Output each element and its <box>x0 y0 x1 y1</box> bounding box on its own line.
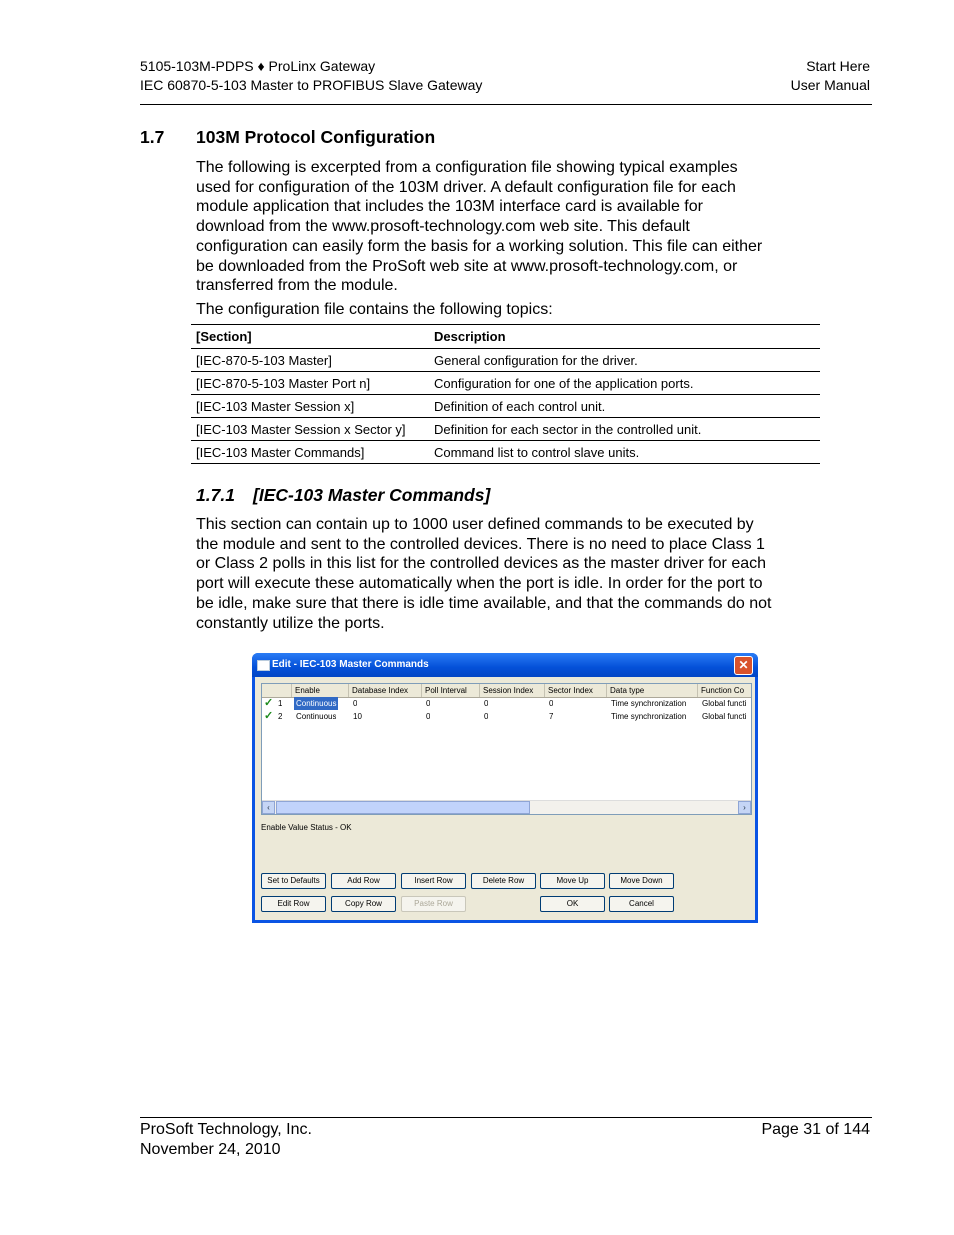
grid-column-header[interactable]: Database Index <box>348 684 421 697</box>
column-header: Description <box>429 325 820 349</box>
grid-column-header[interactable]: Data type <box>606 684 697 697</box>
dialog-body <box>255 677 755 920</box>
table-cell: Configuration for one of the application ports. <box>429 372 820 395</box>
row-number: 1 <box>278 699 283 708</box>
footer-left <box>140 1120 312 1159</box>
set-to-defaults-button[interactable]: Set to Defaults <box>261 873 326 889</box>
subsection-heading <box>196 485 490 506</box>
grid-cell[interactable]: Time synchronization <box>611 712 687 721</box>
topics-intro: The configuration file contains the following topics: <box>196 301 553 318</box>
table-row[interactable] <box>262 697 751 710</box>
commands-line: be idle, make sure that there is idle time available, and that the commands do not <box>196 594 772 612</box>
topics-table <box>191 324 820 464</box>
intro-line: module application that includes the 103M interface card is available for <box>196 198 703 216</box>
commands-line: the module and sent to the controlled devices. There is no need to place Class 1 <box>196 535 765 553</box>
grid-cell[interactable]: Global functi <box>702 712 747 721</box>
column-header: [Section] <box>191 325 429 349</box>
intro-line: configuration can easily form the basis for a working solution. This file can either <box>196 237 763 255</box>
scroll-right-icon[interactable]: › <box>738 801 751 814</box>
delete-row-button[interactable]: Delete Row <box>471 873 536 889</box>
ok-button[interactable]: OK <box>540 896 605 912</box>
commands-line: port will execute these automatically when the port is idle. In order for the port to <box>196 575 763 593</box>
insert-row-button[interactable]: Insert Row <box>401 873 466 889</box>
grid-cell[interactable]: Time synchronization <box>611 699 687 708</box>
edit-row-button[interactable]: Edit Row <box>261 896 326 912</box>
subsection-title: [IEC-103 Master Commands] <box>253 485 491 505</box>
header-subtitle: IEC 60870-5-103 Master to PROFIBUS Slave Gateway <box>140 77 483 93</box>
check-icon: ✓ <box>264 710 274 722</box>
intro-line: used for configuration of the 103M driver. A default configuration file for each <box>196 178 736 196</box>
section-heading <box>140 127 435 148</box>
intro-line: download from the www.prosoft-technology.com web site. This default <box>196 218 690 236</box>
grid-header <box>262 684 751 698</box>
header-product: 5105-103M-PDPS ♦ ProLinx Gateway <box>140 58 376 74</box>
table-cell: Definition for each sector in the controlled unit. <box>429 418 820 441</box>
table-row[interactable] <box>262 710 751 723</box>
footer-date: November 24, 2010 <box>140 1140 281 1158</box>
intro-line: transferred from the module. <box>196 277 398 295</box>
edit-commands-dialog <box>252 653 758 923</box>
grid-cell[interactable]: 0 <box>353 699 358 708</box>
commands-grid[interactable] <box>261 683 752 815</box>
footer-company: ProSoft Technology, Inc. <box>140 1121 312 1138</box>
section-title: 103M Protocol Configuration <box>196 127 436 147</box>
paste-row-button[interactable]: Paste Row <box>401 896 466 912</box>
move-down-button[interactable]: Move Down <box>609 873 674 889</box>
table-cell: [IEC-103 Master Session x Sector y] <box>191 418 429 441</box>
grid-cell[interactable]: 0 <box>426 712 431 721</box>
table-row <box>191 349 820 372</box>
grid-cell[interactable]: 0 <box>484 712 489 721</box>
copy-row-button[interactable]: Copy Row <box>331 896 396 912</box>
table-cell: [IEC-103 Master Session x] <box>191 395 429 418</box>
header-manual: User Manual <box>790 77 870 93</box>
grid-cell[interactable]: 0 <box>484 699 489 708</box>
table-header-row <box>191 325 820 349</box>
close-icon[interactable]: ✕ <box>734 656 753 675</box>
intro-line: The following is excerpted from a configuration file showing typical examples <box>196 159 738 176</box>
commands-line: or Class 2 polls in this list for the controlled devices as the master driver for each <box>196 555 767 573</box>
footer-divider <box>140 1117 872 1118</box>
table-cell: Command list to control slave units. <box>429 441 820 464</box>
scroll-left-icon[interactable]: ‹ <box>262 801 275 814</box>
grid-cell[interactable]: Global functi <box>702 699 747 708</box>
table-cell: [IEC-870-5-103 Master] <box>191 349 429 372</box>
check-icon: ✓ <box>264 697 274 709</box>
grid-cell[interactable]: Continuous <box>296 712 337 721</box>
grid-cell[interactable]: 7 <box>549 712 554 721</box>
horizontal-scrollbar[interactable] <box>262 800 751 814</box>
dialog-title-bar[interactable] <box>252 653 758 677</box>
table-cell: General configuration for the driver. <box>429 349 820 372</box>
footer-page-number: Page 31 of 144 <box>761 1121 870 1138</box>
scroll-thumb[interactable] <box>276 801 530 814</box>
grid-column-header[interactable]: Sector Index <box>544 684 606 697</box>
intro-line: be downloaded from the ProSoft web site at www.prosoft-technology.com, or <box>196 257 738 275</box>
commands-line: constantly utilize the ports. <box>196 614 385 632</box>
table-row <box>191 418 820 441</box>
section-number: 1.7 <box>140 127 165 147</box>
status-text: Enable Value Status - OK <box>261 823 352 832</box>
table-cell: Definition of each control unit. <box>429 395 820 418</box>
grid-column-header[interactable]: Session Index <box>479 684 544 697</box>
add-row-button[interactable]: Add Row <box>331 873 396 889</box>
commands-line: This section can contain up to 1000 user defined commands to be executed by <box>196 516 754 533</box>
row-number: 2 <box>278 712 283 721</box>
table-cell: [IEC-103 Master Commands] <box>191 441 429 464</box>
move-up-button[interactable]: Move Up <box>540 873 605 889</box>
grid-cell[interactable]: 0 <box>426 699 431 708</box>
header-divider <box>140 104 872 105</box>
subsection-number: 1.7.1 <box>196 485 235 505</box>
grid-column-header[interactable]: Poll Interval <box>421 684 479 697</box>
table-row <box>191 372 820 395</box>
window-icon <box>257 660 270 671</box>
cancel-button[interactable]: Cancel <box>609 896 674 912</box>
header-chapter: Start Here <box>806 58 870 74</box>
page-header-left <box>140 57 482 95</box>
grid-column-header[interactable]: Enable <box>291 684 348 697</box>
table-cell: [IEC-870-5-103 Master Port n] <box>191 372 429 395</box>
commands-paragraph <box>196 515 821 633</box>
table-row <box>191 395 820 418</box>
page-header-right <box>791 57 870 95</box>
grid-cell[interactable]: 0 <box>549 699 554 708</box>
dialog-title: Edit - IEC-103 Master Commands <box>272 659 429 670</box>
grid-cell-selected[interactable]: Continuous <box>296 699 337 708</box>
intro-paragraph <box>196 158 821 296</box>
grid-cell[interactable]: 10 <box>353 712 362 721</box>
grid-column-header[interactable]: Function Co <box>697 684 751 697</box>
table-row <box>191 441 820 464</box>
